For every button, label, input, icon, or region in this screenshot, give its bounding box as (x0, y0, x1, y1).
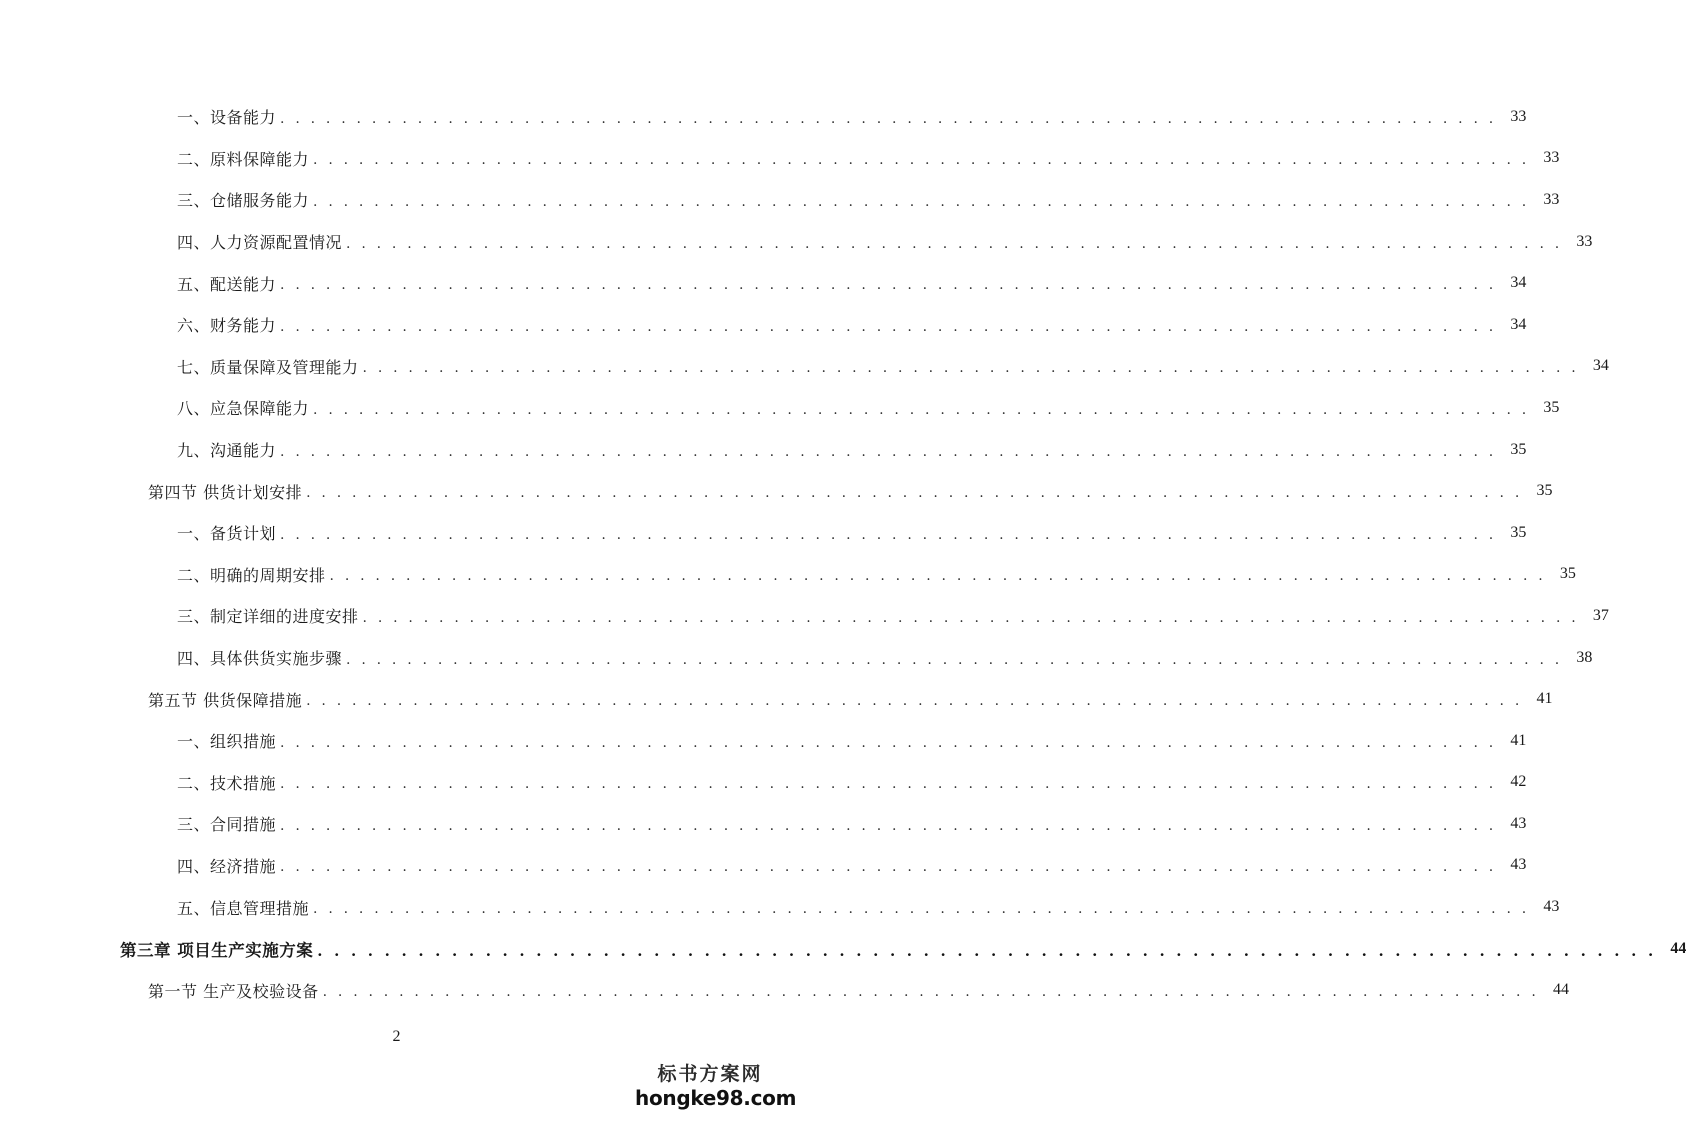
toc-entry-item[interactable] (0, 554, 1576, 596)
toc-dot-leader: . . . . . . . . . . . . . . . . . . . . . . . . . . . . . . . . . . . . . . . . . . . . . . . . . . . . . . . . . . . . . . . . . . . . . . . . . . . . . . . . (362, 609, 1579, 626)
toc-entry-title: 四、经济措施 (177, 856, 277, 876)
toc-entry-page-number: 38 (1576, 648, 1593, 666)
toc-entry-item[interactable] (0, 387, 1560, 429)
toc-entry-page-number: 42 (1510, 773, 1527, 791)
toc-entry-page-number: 44 (1552, 981, 1569, 999)
toc-entry-page-number: 33 (1510, 107, 1527, 125)
toc-entry-page-number: 35 (1543, 398, 1560, 416)
toc-entry-item[interactable] (0, 429, 1527, 471)
toc-dot-leader: . . . . . . . . . . . . . . . . . . . . . . . . . . . . . . . . . . . . . . . . . . . . . . . . . . . . . . . . . . . . . . . . . . . . . . . . . . . . . . . . (280, 277, 1497, 294)
toc-entry-title: 五、配送能力 (177, 274, 277, 294)
toc-entry-title: 五、信息管理措施 (177, 898, 310, 918)
toc-entry-title: 一、组织措施 (177, 732, 277, 752)
toc-entry-item[interactable] (0, 179, 1560, 221)
toc-entry-title: 七、质量保障及管理能力 (177, 357, 359, 377)
toc-dot-leader: . . . . . . . . . . . . . . . . . . . . . . . . . . . . . . . . . . . . . . . . . . . . . . . . . . . . . . . . . . . . . . . . . . . . . . . . . . . . . . . . (306, 485, 1523, 502)
toc-entry-item[interactable] (0, 221, 1593, 263)
toc-dot-leader: . . . . . . . . . . . . . . . . . . . . . . . . . . . . . . . . . . . . . . . . . . . . . . . . . . . . . . . . . . . . . . . . . . . . . . . . . . . . . . . . (280, 776, 1497, 793)
toc-entry-page-number: 41 (1536, 690, 1553, 708)
toc-entry-page-number: 35 (1510, 523, 1527, 541)
toc-entry-item[interactable] (0, 262, 1527, 304)
toc-entry-page-number: 44 (1670, 939, 1686, 957)
toc-entry-item[interactable] (0, 138, 1560, 180)
toc-entry-title: 一、设备能力 (177, 108, 277, 128)
toc-entry-item[interactable] (0, 637, 1593, 679)
toc-dot-leader: . . . . . . . . . . . . . . . . . . . . . . . . . . . . . . . . . . . . . . . . . . . . . . . . . . . . . . . . . . . . . . . . . . . . . . . . . . . . . . . . (280, 443, 1497, 460)
toc-dot-leader: . . . . . . . . . . . . . . . . . . . . . . . . . . . . . . . . . . . . . . . . . . . . . . . . . . . . . . . . . . . . . . . . . . . . . . . . . . . . . . . . (313, 401, 1530, 418)
toc-entry-page-number: 43 (1510, 856, 1527, 874)
toc-dot-leader: . . . . . . . . . . . . . . . . . . . . . . . . . . . . . . . . . . . . . . . . . . . . . . . . . . . . . . . . . . . . . . . . . . . . . . . . . . . . . . . . (280, 817, 1497, 834)
toc-entry-page-number: 34 (1592, 357, 1609, 375)
toc-entry-page-number: 34 (1510, 274, 1527, 292)
toc-dot-leader: . . . . . . . . . . . . . . . . . . . . . . . . . . . . . . . . . . . . . . . . . . . . . . . . . . . . . . . . . . . . . . . . . . . . . . . . . . . . . . . . (280, 110, 1497, 127)
toc-dot-leader: . . . . . . . . . . . . . . . . . . . . . . . . . . . . . . . . . . . . . . . . . . . . . . . . . . . . . . . . . . . . . . . . . . . . . . . . . . . . . . . . (280, 318, 1497, 335)
toc-entry-page-number: 33 (1576, 232, 1593, 250)
toc-entry-title: 八、应急保障能力 (177, 399, 310, 419)
watermark-chinese-text: 标书方案网 (657, 1063, 763, 1085)
toc-entry-item[interactable] (0, 720, 1527, 762)
toc-entry-page-number: 34 (1510, 315, 1527, 333)
toc-dot-leader: . . . . . . . . . . . . . . . . . . . . . . . . . . . . . . . . . . . . . . . . . . . . . . . . . . . . . . . . . . . . . . . . . . . . . . . . . . . . . . . . (329, 568, 1546, 585)
toc-entry-page-number: 43 (1510, 814, 1527, 832)
toc-entry-title: 第五节 供货保障措施 (148, 690, 303, 710)
toc-entry-item[interactable] (0, 96, 1527, 138)
toc-dot-leader: . . . . . . . . . . . . . . . . . . . . . . . . . . . . . . . . . . . . . . . . . . . . . . . . . . . . . . . . . . . . . . . . . . . . . . . . . . . . . . . . (362, 360, 1579, 377)
toc-entry-page-number: 37 (1592, 606, 1609, 624)
toc-entry-item[interactable] (0, 512, 1527, 554)
toc-entry-item[interactable] (0, 304, 1527, 346)
toc-dot-leader: . . . . . . . . . . . . . . . . . . . . . . . . . . . . . . . . . . . . . . . . . . . . . . . . . . . . . . . . . . . . . . . . . . . . . . . . . . . . . . . . (346, 235, 1563, 252)
toc-entry-item[interactable] (0, 346, 1609, 388)
toc-entry-title: 六、财务能力 (177, 316, 277, 336)
toc-dot-leader: . . . . . . . . . . . . . . . . . . . . . . . . . . . . . . . . . . . . . . . . . . . . . . . . . . . . . . . . . . . . . . . . . . . . . . . . . . . . . . . . (322, 984, 1539, 1001)
toc-entry-page-number: 33 (1543, 190, 1560, 208)
toc-entry-item[interactable] (0, 886, 1560, 928)
toc-dot-leader: . . . . . . . . . . . . . . . . . . . . . . . . . . . . . . . . . . . . . . . . . . . . . . . . . . . . . . . . . . . . . . . . . . . . . . . . . . . . . . . . (313, 901, 1530, 918)
toc-entry-title: 二、明确的周期安排 (177, 565, 326, 585)
table-of-contents (0, 96, 1686, 1011)
toc-entry-title: 四、人力资源配置情况 (177, 233, 343, 253)
toc-entry-page-number: 35 (1559, 565, 1576, 583)
toc-entry-page-number: 41 (1510, 731, 1527, 749)
toc-dot-leader: . . . . . . . . . . . . . . . . . . . . . . . . . . . . . . . . . . . . . . . . . . . . . . . . . . . . . . . . . . . . . . . . . . . . . . . . . . . . . . . . (317, 941, 1657, 960)
toc-dot-leader: . . . . . . . . . . . . . . . . . . . . . . . . . . . . . . . . . . . . . . . . . . . . . . . . . . . . . . . . . . . . . . . . . . . . . . . . . . . . . . . . (346, 651, 1563, 668)
page-number: 2 (392, 1028, 401, 1045)
toc-entry-title: 一、备货计划 (177, 524, 277, 544)
toc-entry-title: 第四节 供货计划安排 (148, 482, 303, 502)
toc-entry-chapter[interactable] (0, 928, 1686, 970)
toc-entry-page-number: 33 (1543, 149, 1560, 167)
toc-entry-section[interactable] (0, 678, 1553, 720)
toc-dot-leader: . . . . . . . . . . . . . . . . . . . . . . . . . . . . . . . . . . . . . . . . . . . . . . . . . . . . . . . . . . . . . . . . . . . . . . . . . . . . . . . . (313, 193, 1530, 210)
toc-dot-leader: . . . . . . . . . . . . . . . . . . . . . . . . . . . . . . . . . . . . . . . . . . . . . . . . . . . . . . . . . . . . . . . . . . . . . . . . . . . . . . . . (280, 859, 1497, 876)
toc-entry-title: 三、仓储服务能力 (177, 191, 310, 211)
toc-dot-leader: . . . . . . . . . . . . . . . . . . . . . . . . . . . . . . . . . . . . . . . . . . . . . . . . . . . . . . . . . . . . . . . . . . . . . . . . . . . . . . . . (280, 734, 1497, 751)
watermark-site-text: hongke98.com (635, 1086, 797, 1110)
toc-entry-title: 第三章 项目生产实施方案 (120, 940, 314, 960)
toc-entry-page-number: 43 (1543, 898, 1560, 916)
toc-entry-title: 九、沟通能力 (177, 441, 277, 461)
toc-entry-item[interactable] (0, 845, 1527, 887)
toc-entry-title: 三、合同措施 (177, 815, 277, 835)
watermark-logo (635, 1062, 797, 1118)
toc-entry-title: 第一节 生产及校验设备 (148, 981, 319, 1001)
toc-entry-item[interactable] (0, 595, 1609, 637)
toc-entry-section[interactable] (0, 470, 1553, 512)
toc-entry-title: 二、技术措施 (177, 773, 277, 793)
toc-entry-title: 四、具体供货实施步骤 (177, 649, 343, 669)
toc-entry-page-number: 35 (1536, 482, 1553, 500)
toc-entry-page-number: 35 (1510, 440, 1527, 458)
toc-dot-leader: . . . . . . . . . . . . . . . . . . . . . . . . . . . . . . . . . . . . . . . . . . . . . . . . . . . . . . . . . . . . . . . . . . . . . . . . . . . . . . . . (306, 693, 1523, 710)
toc-dot-leader: . . . . . . . . . . . . . . . . . . . . . . . . . . . . . . . . . . . . . . . . . . . . . . . . . . . . . . . . . . . . . . . . . . . . . . . . . . . . . . . . (280, 526, 1497, 543)
toc-entry-title: 三、制定详细的进度安排 (177, 607, 359, 627)
toc-entry-item[interactable] (0, 762, 1527, 804)
toc-entry-title: 二、原料保障能力 (177, 149, 310, 169)
toc-dot-leader: . . . . . . . . . . . . . . . . . . . . . . . . . . . . . . . . . . . . . . . . . . . . . . . . . . . . . . . . . . . . . . . . . . . . . . . . . . . . . . . . (313, 152, 1530, 169)
toc-entry-item[interactable] (0, 803, 1527, 845)
toc-entry-section[interactable] (0, 969, 1569, 1011)
